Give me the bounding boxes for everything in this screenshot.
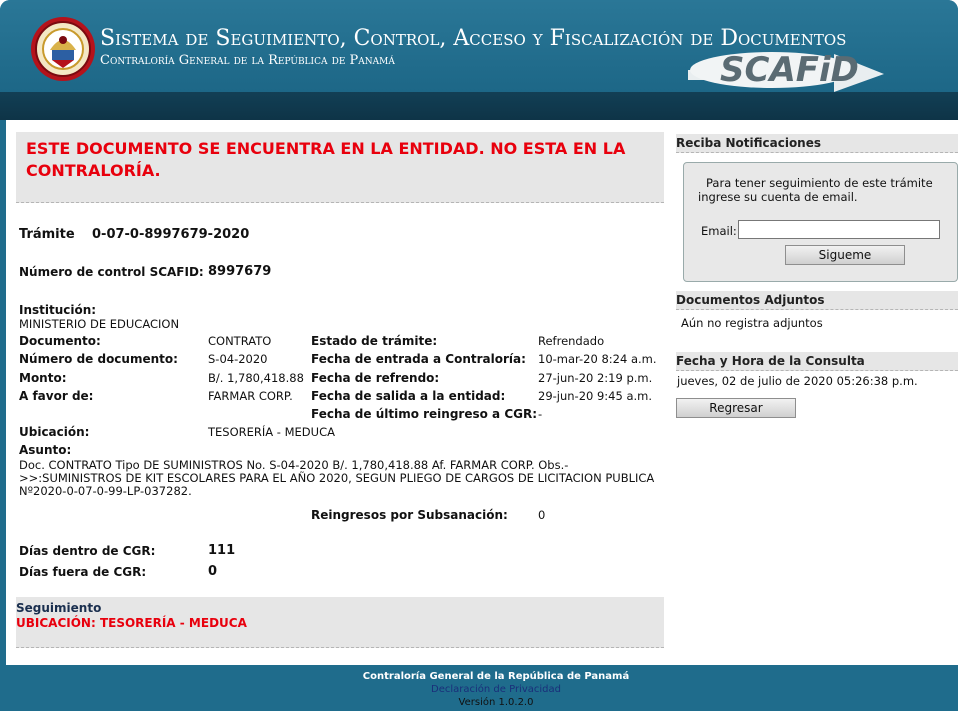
adjuntos-header: Documentos Adjuntos <box>676 291 958 310</box>
fecha-entrada-label: Fecha de entrada a Contraloría: <box>311 352 526 366</box>
notificaciones-text-1: Para tener seguimiento de este trámite <box>706 176 933 190</box>
control-value: 8997679 <box>208 264 272 279</box>
numero-documento-value: S-04-2020 <box>208 352 268 366</box>
dias-fuera-label: Días fuera de CGR: <box>19 565 147 579</box>
fecha-reingreso-label: Fecha de último reingreso a CGR: <box>311 407 538 421</box>
documento-value: CONTRATO <box>208 334 272 348</box>
sigueme-button[interactable]: Sigueme <box>785 245 905 265</box>
tramite-label: Trámite <box>19 227 75 242</box>
scafid-logo <box>684 44 886 92</box>
footer-org: Contraloría General de la República de Panamá <box>362 671 630 682</box>
app-header <box>0 0 958 92</box>
privacy-link[interactable]: Declaración de Privacidad <box>431 684 561 695</box>
dias-dentro-value: 111 <box>208 543 236 558</box>
institucion-label: Institución: <box>19 303 97 317</box>
email-label: Email: <box>701 224 737 238</box>
fecha-reingreso-value: - <box>538 407 543 421</box>
estado-label: Estado de trámite: <box>311 334 438 348</box>
alert-box <box>16 132 664 203</box>
fecha-refrendo-label: Fecha de refrendo: <box>311 371 440 385</box>
footer-version: Versión 1.0.2.0 <box>458 697 534 708</box>
ubicacion-label: Ubicación: <box>19 425 90 439</box>
dias-fuera-value: 0 <box>208 564 218 579</box>
fecha-refrendo-value: 27-jun-20 2:19 p.m. <box>538 371 653 385</box>
app-subtitle: Contraloría General de la República de Panamá <box>100 53 395 68</box>
asunto-value: Doc. CONTRATO Tipo DE SUMINISTROS No. S-04-2020 B/. 1,780,418.88 Af. FARMAR CORP. Obs.->>:SUMINISTROS DE KIT ESCOLARES PARA EL AÑO 2020, SEGUN PLIEGO DE CARGOS DE LICITACION PUBLICA Nº2020-0-07-0-99-LP-037282. <box>19 458 655 498</box>
numero-documento-label: Número de documento: <box>19 352 178 366</box>
seguimiento-box <box>16 597 664 648</box>
notificaciones-text-2: ingrese su cuenta de email. <box>698 190 858 204</box>
fecha-salida-value: 29-jun-20 9:45 a.m. <box>538 389 653 403</box>
consulta-header: Fecha y Hora de la Consulta <box>676 352 958 371</box>
monto-label: Monto: <box>19 371 67 385</box>
app-title: Sistema de Seguimiento, Control, Acceso y Fiscalización de Documentos <box>100 26 847 51</box>
fecha-entrada-value: 10-mar-20 8:24 a.m. <box>538 352 657 366</box>
a-favor-value: FARMAR CORP. <box>208 389 293 403</box>
seguimiento-label: Seguimiento <box>16 601 102 615</box>
documento-label: Documento: <box>19 334 101 348</box>
adjuntos-text: Aún no registra adjuntos <box>681 316 823 330</box>
footer <box>6 665 958 711</box>
seguimiento-value: UBICACIÓN: TESORERÍA - MEDUCA <box>16 616 247 630</box>
dias-dentro-label: Días dentro de CGR: <box>19 544 156 558</box>
logo-text: SCAFiD <box>720 50 859 90</box>
estado-value: Refrendado <box>538 334 605 348</box>
consulta-value: jueves, 02 de julio de 2020 05:26:38 p.m. <box>677 374 918 388</box>
tramite-value: 0-07-0-8997679-2020 <box>92 227 250 242</box>
email-input[interactable] <box>738 220 940 239</box>
regresar-button[interactable]: Regresar <box>676 398 796 418</box>
header-bar <box>0 92 958 120</box>
fecha-salida-label: Fecha de salida a la entidad: <box>311 389 506 403</box>
reingresos-value: 0 <box>538 508 546 522</box>
a-favor-label: A favor de: <box>19 389 94 403</box>
ubicacion-value: TESORERÍA - MEDUCA <box>208 425 335 439</box>
coat-of-arms-icon <box>30 16 96 82</box>
notificaciones-header: Reciba Notificaciones <box>676 134 958 153</box>
control-label: Número de control SCAFID: <box>19 265 204 279</box>
reingresos-label: Reingresos por Subsanación: <box>311 508 508 522</box>
alert-message: ESTE DOCUMENTO SE ENCUENTRA EN LA ENTIDAD. NO ESTA EN LA CONTRALORÍA. <box>26 139 626 180</box>
asunto-label: Asunto: <box>19 443 72 457</box>
institucion-value: MINISTERIO DE EDUCACION <box>19 317 180 331</box>
monto-value: B/. 1,780,418.88 <box>208 371 304 385</box>
